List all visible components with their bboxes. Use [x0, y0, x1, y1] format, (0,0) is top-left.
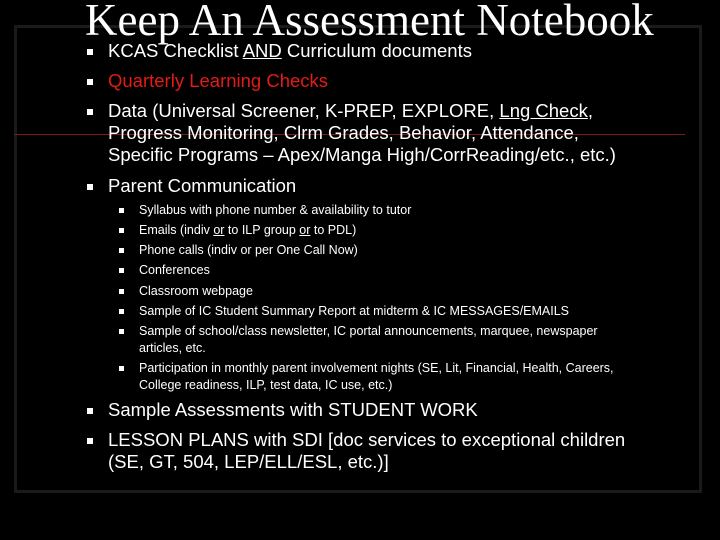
square-bullet-icon [119, 366, 124, 371]
slide-title: Keep An Assessment Notebook [85, 0, 654, 45]
square-bullet-icon [87, 79, 93, 85]
bullet-quarterly: Quarterly Learning Checks [108, 70, 328, 92]
square-bullet-icon [119, 228, 124, 233]
sub-bullet-webpage: Classroom webpage [139, 283, 253, 300]
sub-bullet-syllabus: Syllabus with phone number & availability to tutor [139, 202, 411, 219]
sub-bullet-conferences: Conferences [139, 262, 210, 279]
square-bullet-icon [119, 289, 124, 294]
square-bullet-icon [119, 208, 124, 213]
bullet-parent: Parent Communication [108, 175, 296, 197]
bullet-data: Data (Universal Screener, K-PREP, EXPLORE, Lng Check, Progress Monitoring, Clrm Grades, Behavior, Attendance, Specific Programs – Apex/Manga High/CorrReading/etc., etc.) [108, 100, 616, 166]
square-bullet-icon [119, 268, 124, 273]
square-bullet-icon [87, 109, 93, 115]
square-bullet-icon [87, 184, 93, 190]
sub-bullet-participation: Participation in monthly parent involvement nights (SE, Lit, Financial, Health, Careers, College readiness, ILP, test data, IC use, etc.) [139, 360, 614, 393]
sub-bullet-emails: Emails (indiv or to ILP group or to PDL) [139, 222, 356, 239]
square-bullet-icon [119, 329, 124, 334]
square-bullet-icon [119, 248, 124, 253]
square-bullet-icon [87, 438, 93, 444]
sub-bullet-phone: Phone calls (indiv or per One Call Now) [139, 242, 358, 259]
bullet-sample: Sample Assessments with STUDENT WORK [108, 399, 478, 421]
bullet-kcas: KCAS Checklist AND Curriculum documents [108, 40, 472, 62]
square-bullet-icon [87, 49, 93, 55]
sub-bullet-ic-report: Sample of IC Student Summary Report at midterm & IC MESSAGES/EMAILS [139, 303, 569, 320]
bullet-lesson: LESSON PLANS with SDI [doc services to exceptional children (SE, GT, 504, LEP/ELL/ESL, etc.)] [108, 429, 625, 473]
sub-bullet-newsletter: Sample of school/class newsletter, IC portal announcements, marquee, newspaper articles, etc. [139, 323, 598, 356]
square-bullet-icon [119, 309, 124, 314]
square-bullet-icon [87, 408, 93, 414]
slide-frame [14, 25, 702, 493]
